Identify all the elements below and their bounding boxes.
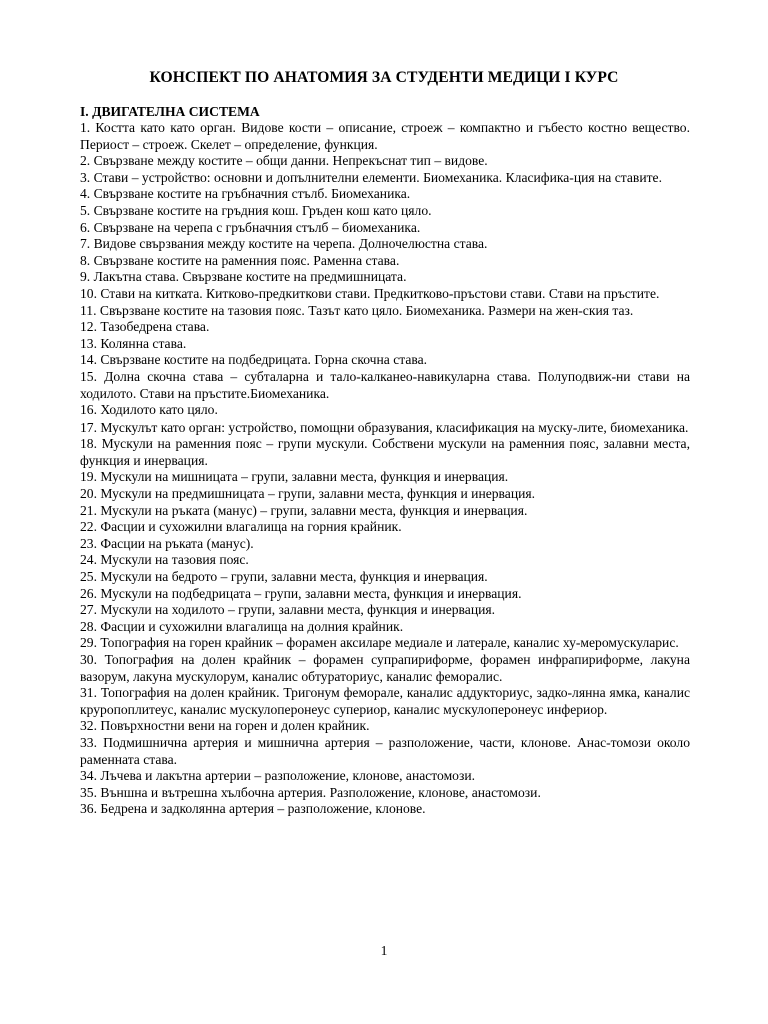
list-item: 1. Костта като като орган. Видове кости – описание, строеж – компактно и гъбесто костно вещество. Периост – строеж. Скелет – определение, функция. [80,120,690,152]
list-item: 27. Мускули на ходилото – групи, залавни места, функция и инервация. [80,602,496,618]
list-item: 9. Лакътна става. Свързване костите на предмишницата. [80,269,407,285]
section-heading: I. ДВИГАТЕЛНА СИСТЕМА [80,104,260,119]
document-title: КОНСПЕКТ ПО АНАТОМИЯ ЗА СТУДЕНТИ МЕДИЦИ I КУРС [149,69,619,86]
list-item: 21. Мускули на ръката (манус) – групи, залавни места, функция и инервация. [80,502,528,518]
list-item: 18. Мускули на раменния пояс – групи мускули. Собствени мускули на раменния пояс, залавни места, функция и инервация. [80,436,690,468]
list-item: 7. Видове свързвания между костите на черепа. Долночелюстна става. [80,236,488,252]
list-item: 30. Топография на долен крайник – форамен супрапириформе, форамен инфрапириформе, лакуна вазорум, лакуна мускулорум, каналис обтураториус, каналис феморалис. [80,652,690,684]
list-item: 25. Мускули на бедрото – групи, залавни места, функция и инервация. [80,569,488,585]
list-item: 11. Свързване костите на тазовия пояс. Тазът като цяло. Биомеханика. Размери на жен-ския таз. [80,302,634,318]
list-item: 22. Фасции и сухожилни влагалища на горния крайник. [80,519,402,535]
list-item: 3. Стави – устройство: основни и допълнителни елементи. Биомеханика. Класифика-ция на ставите. [80,169,662,185]
list-item: 29. Топография на горен крайник – форамен аксиларе медиале и латерале, каналис ху-меромускуларис. [80,635,679,651]
list-item: 6. Свързване на черепа с гръбначния стълб – биомеханика. [80,219,421,235]
list-item: 23. Фасции на ръката (манус). [80,535,254,551]
list-item: 10. Стави на китката. Китково-предкиткови стави. Предкитково-пръстови стави. Стави на пръстите. [80,285,660,301]
list-item: 16. Ходилото като цяло. [80,402,218,418]
list-item: 4. Свързване костите на гръбначния стълб. Биомеханика. [80,186,411,202]
page-number: 1 [380,943,388,958]
list-item: 8. Свързване костите на раменния пояс. Раменна става. [80,252,400,268]
list-item: 17. Мускулът като орган: устройство, помощни образувания, класификация на муску-лите, биомеханика. [80,419,689,435]
list-item: 31. Топография на долен крайник. Тригонум феморале, каналис аддукториус, задко-лянна ямка, каналис круропоплитеус, каналис мускулоперонеус супериор, каналис мускулоперонеус инфериор. [80,685,690,717]
list-item: 13. Колянна става. [80,335,187,351]
list-item: 28. Фасции и сухожилни влагалища на долния крайник. [80,618,404,634]
list-item: 15. Долна скочна става – субталарна и тало-калканео-навикуларна става. Полуподвиж-ни стави на ходилото. Стави на пръстите.Биомеханика. [80,368,690,401]
list-item: 33. Подмишнична артерия и мишнична артерия – разположение, части, клонове. Анас-томози около раменната става. [80,734,690,767]
list-item: 24. Мускули на тазовия пояс. [80,552,249,568]
list-item: 36. Бедрена и задколянна артерия – разположение, клонове. [80,801,426,817]
list-item: 20. Мускули на предмишницата – групи, залавни места, функция и инервация. [80,486,536,502]
list-item: 14. Свързване костите на подбедрицата. Горна скочна става. [80,352,428,368]
list-item: 34. Лъчева и лакътна артерии – разположение, клонове, анастомози. [80,768,476,784]
list-item: 19. Мускули на мишницата – групи, залавни места, функция и инервация. [80,469,509,485]
list-item: 26. Мускули на подбедрицата – групи, залавни места, функция и инервация. [80,585,522,601]
list-item: 32. Повърхностни вени на горен и долен крайник. [80,718,370,734]
topic-list [80,120,690,818]
list-item: 35. Външна и вътрешна хълбочна артерия. Разположение, клонове, анастомози. [80,784,541,800]
list-item: 2. Свързване между костите – общи данни. Непрекъснат тип – видове. [80,153,488,169]
list-item: 12. Тазобедрена става. [80,319,210,335]
list-item: 5. Свързване костите на гръдния кош. Гръден кош като цяло. [80,202,432,218]
